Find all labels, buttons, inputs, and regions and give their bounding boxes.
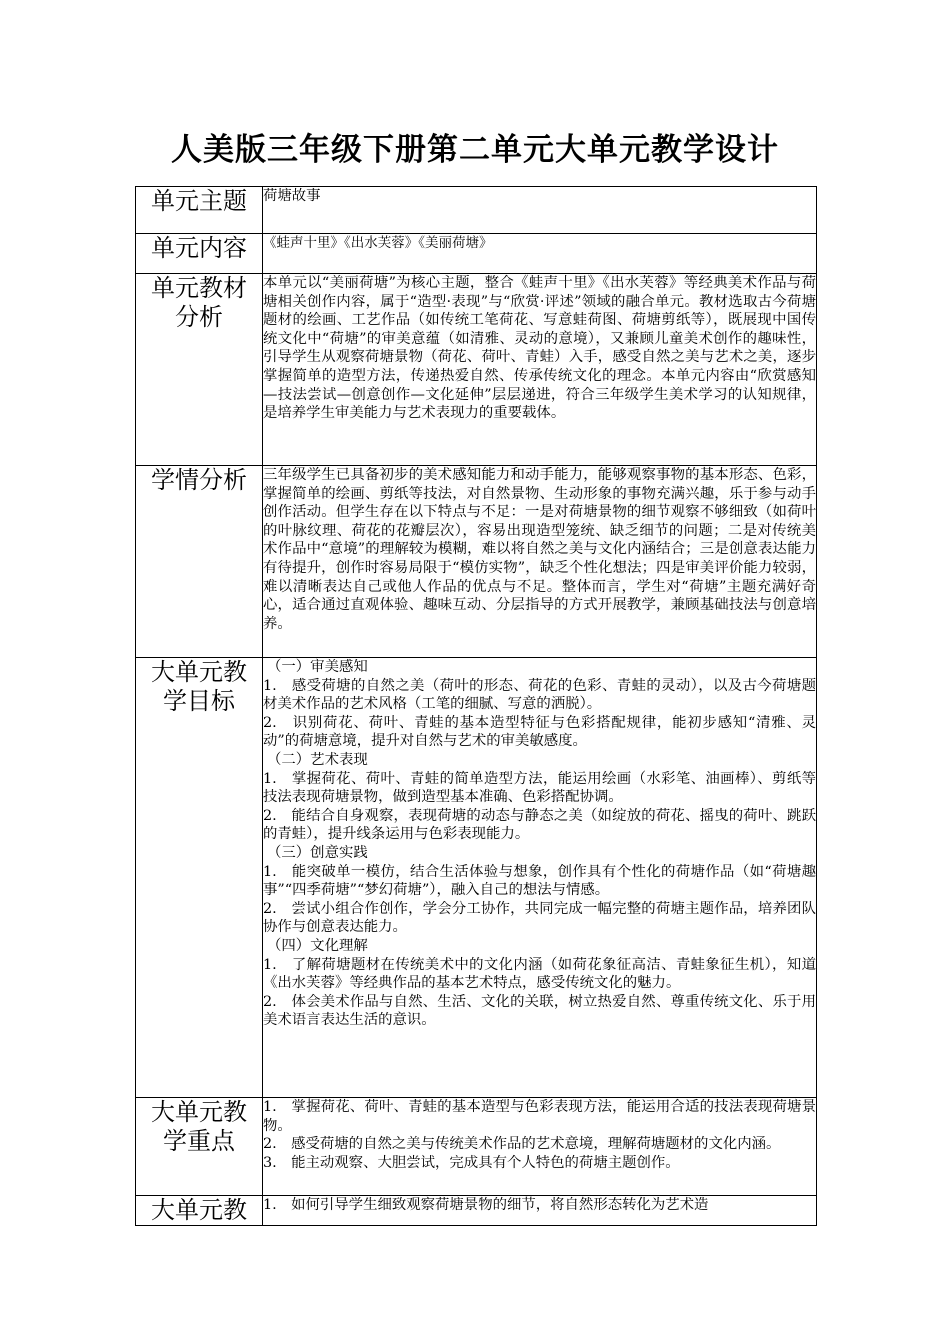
lesson-design-table (135, 186, 817, 1226)
label-material-analysis (136, 274, 263, 466)
value-difficulty (263, 1196, 817, 1226)
student-analysis-text: 三年级学生已具备初步的美术感知能力和动手能力，能够观察事物的基本形态、色彩，掌握简单的绘画、剪纸等技法，对自然景物、生动形象的事物充满兴趣，乐于参与动手创作活动。但学生存在以下特点与不足：一是对荷塘景物的细节观察不够细致（如荷叶的叶脉纹理、荷花的花瓣层次），容易出现造型笼统、缺乏细节的问题；二是对传统美术作品中“意境”的理解较为模糊，难以将自然之美与文化内涵结合；三是创意表达能力有待提升，创作时容易局限于“模仿实物”，缺乏个性化想法；四是审美评价能力较弱，难以清晰表达自己或他人作品的优点与不足。整体而言，学生对“荷塘”主题充满好奇心，适合通过直观体验、趣味互动、分层指导的方式开展教学，兼顾基础技法与创意培养。 (263, 467, 816, 632)
row-key-points (136, 1098, 817, 1196)
key-point-item: 1. 掌握荷花、荷叶、青蛙的基本造型与色彩表现方法，能运用合适的技法表现荷塘景物。 (263, 1099, 816, 1134)
value-unit-content: 《蛙声十里》《出水芙蓉》《美丽荷塘》 (263, 234, 817, 274)
goal-item: 1. 掌握荷花、荷叶、青蛙的简单造型方法，能运用绘画（水彩笔、油画棒）、剪纸等技法表现荷塘景物，做到造型基本准确、色彩搭配协调。 (263, 770, 816, 806)
label-teaching-goals-text: 大单元教学目标 (151, 658, 247, 715)
label-material-analysis-text: 单元教材分析 (151, 274, 247, 331)
difficulty-clip (263, 1196, 816, 1222)
goal-item: 2. 能结合自身观察，表现荷塘的动态与静态之美（如绽放的荷花、摇曳的荷叶、跳跃的青蛙），提升线条运用与色彩表现能力。 (263, 807, 816, 843)
row-teaching-goals (136, 658, 817, 1098)
goal-section-heading: （二）艺术表现 (267, 751, 368, 768)
row-unit-theme (136, 187, 817, 234)
goal-item: 1. 能突破单一模仿，结合生活体验与想象，创作具有个性化的荷塘作品（如“荷塘趣事”“四季荷塘”“梦幻荷塘”），融入自己的想法与情感。 (263, 863, 816, 899)
value-key-points (263, 1098, 817, 1196)
material-analysis-text: 本单元以“美丽荷塘”为核心主题，整合《蛙声十里》《出水芙蓉》等经典美术作品与荷塘相关创作内容，属于“造型·表现”与“欣赏·评述”领域的融合单元。教材选取古今荷塘题材的绘画、工艺作品（如传统工笔荷花、写意蛙荷图、荷塘剪纸等），既展现中国传统文化中“荷塘”的审美意蕴（如清雅、灵动的意境），又兼顾儿童美术创作的趣味性，引导学生从观察荷塘景物（荷花、荷叶、青蛙）入手，感受自然之美与艺术之美，逐步掌握简单的造型方法，传递热爱自然、传承传统文化的理念。本单元内容由“欣赏感知—技法尝试—创意创作—文化延伸”层层递进，符合三年级学生美术学习的认知规律，是培养学生审美能力与艺术表现力的重要载体。 (263, 275, 816, 422)
goal-section-heading: （四）文化理解 (267, 937, 368, 954)
label-teaching-goals (136, 658, 263, 1098)
row-student-analysis (136, 466, 817, 658)
document-title: 人美版三年级下册第二单元大单元教学设计 (171, 132, 779, 168)
goal-section-heading: （三）创意实践 (267, 844, 368, 861)
row-unit-content (136, 234, 817, 274)
value-unit-theme: 荷塘故事 (263, 187, 817, 234)
goal-item: 1. 了解荷塘题材在传统美术中的文化内涵（如荷花象征高洁、青蛙象征生机），知道《出水芙蓉》等经典作品的基本艺术特点，感受传统文化的魅力。 (263, 956, 816, 992)
label-difficulty (136, 1196, 263, 1226)
goal-item: 2. 识别荷花、荷叶、青蛙的基本造型特征与色彩搭配规律，能初步感知“清雅、灵动”的荷塘意境，提升对自然与艺术的审美敏感度。 (263, 714, 816, 750)
value-teaching-goals (263, 658, 817, 1098)
label-key-points (136, 1098, 263, 1196)
label-key-points-text: 大单元教学重点 (151, 1098, 247, 1155)
goal-item: 2. 体会美术作品与自然、生活、文化的关联，树立热爱自然、尊重传统文化、乐于用美术语言表达生活的意识。 (263, 993, 816, 1029)
goal-section-heading: （一）审美感知 (267, 659, 368, 675)
goal-item: 2. 尝试小组合作创作，学会分工协作，共同完成一幅完整的荷塘主题作品，培养团队协作与创意表达能力。 (263, 900, 816, 936)
key-point-item: 2. 感受荷塘的自然之美与传统美术作品的艺术意境，理解荷塘题材的文化内涵。 (263, 1136, 781, 1153)
label-student-analysis: 学情分析 (136, 466, 263, 658)
row-difficulty (136, 1196, 817, 1226)
row-material-analysis (136, 274, 817, 466)
key-point-item: 3. 能主动观察、大胆尝试，完成具有个人特色的荷塘主题创作。 (263, 1154, 680, 1171)
goal-item: 1. 感受荷塘的自然之美（荷叶的形态、荷花的色彩、青蛙的灵动），以及古今荷塘题材美术作品的艺术风格（工笔的细腻、写意的洒脱）。 (263, 677, 816, 713)
label-unit-theme: 单元主题 (136, 187, 263, 234)
value-material-analysis (263, 274, 817, 466)
difficulty-item: 1. 如何引导学生细致观察荷塘景物的细节，将自然形态转化为艺术造 (263, 1197, 709, 1213)
label-difficulty-text: 大单元教 (151, 1196, 247, 1222)
label-unit-content: 单元内容 (136, 234, 263, 274)
value-student-analysis (263, 466, 817, 658)
